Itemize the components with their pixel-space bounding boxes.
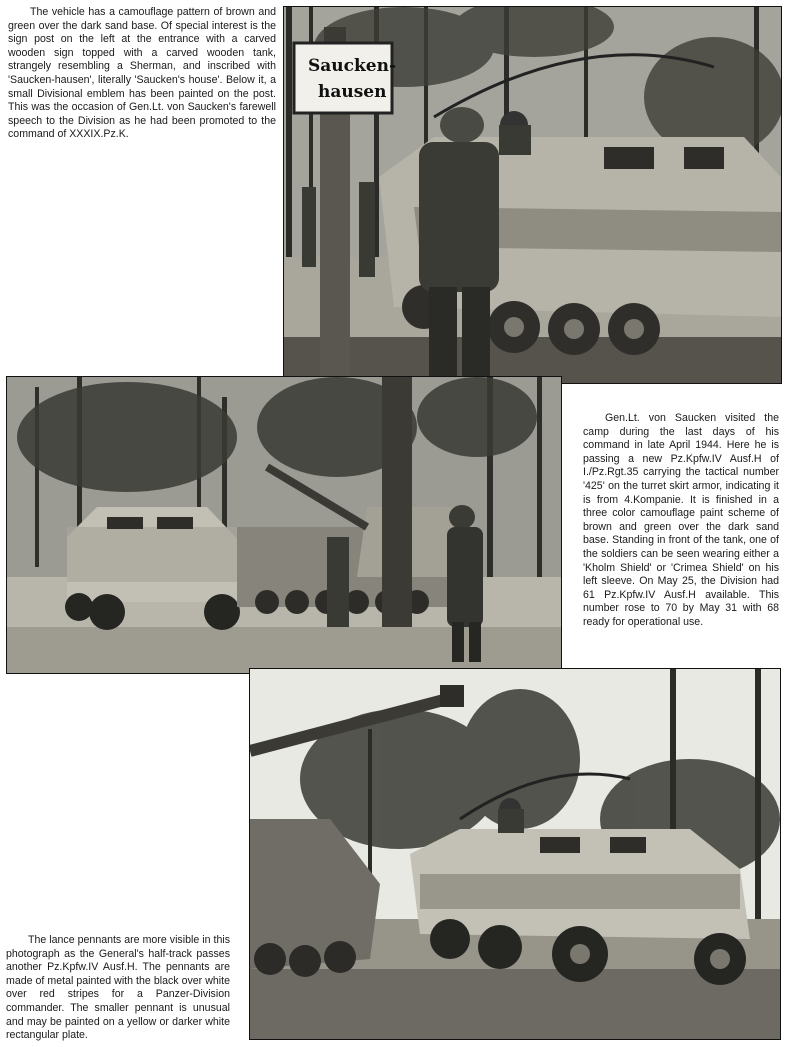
- photo-armored-car-tank: [6, 376, 562, 674]
- caption-bottom-left: The lance pennants are more visible in this photograph as the General's half-track passes another Pz.Kpfw.IV Ausf.H. The pennants are made of metal painted with the black over white over red stripes for a Panzer-Division commander. The smaller pennant is unusual and may be painted on a yellow or darker white rectangular plate.: [6, 934, 230, 1042]
- sign-text-line1: Saucken-: [308, 56, 397, 76]
- photo-halftrack-passing-tank: [249, 668, 781, 1040]
- caption-middle-right: Gen.Lt. von Saucken visited the camp during the last days of his command in late April 1944. Here he is passing a new Pz.Kpfw.IV Ausf.H of I./Pz.Rgt.35 carrying the tactical number '425' on the turret skirt armor, indicating it is from 4.Kompanie. It is finished in a three color camouflage paint scheme of brown and green over the dark sand base. Standing in front of the tank, one of the soldiers can be seen wearing either a 'Kholm Shield' or 'Crimea Shield' on his left sleeve. On May 25, the Division had 61 Pz.Kpfw.IV Ausf.H available. This number rose to 70 by May 31 with 68 ready for operational use.: [583, 412, 779, 628]
- sign-text-line2: hausen: [318, 82, 387, 102]
- caption-top-left: The vehicle has a camouflage pattern of brown and green over the dark sand base. Of special interest is the sign post on the left at the entrance with a carved wooden sign topped with a carved wooden tank, strangely resembling a Sherman, and inscribed with 'Saucken-hausen', literally 'Saucken's house'. Below it, a small Divisional emblem has been painted on the post. This was the occasion of Gen.Lt. von Saucken's farewell speech to the Division as he had been promoted to the command of XXXIX.Pz.K.: [8, 6, 276, 141]
- photo-halftrack-sign: [283, 6, 782, 384]
